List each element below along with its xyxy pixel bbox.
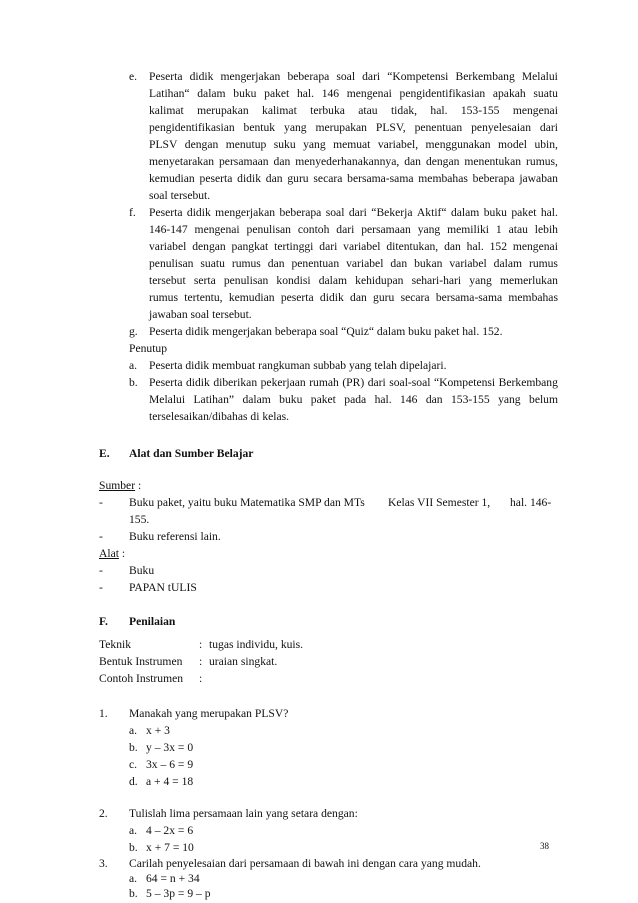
paragraph-line: Peserta didik mengerjakan beberapa soal “Quiz“ dalam buku paket hal. 152. xyxy=(149,325,503,338)
paragraph-line: tersebut serta penulisan kondisi dalam kehidupan sehari-hari yang memerlukan xyxy=(149,274,558,287)
list-dash: - xyxy=(99,530,103,543)
page-number: 38 xyxy=(540,841,549,851)
paragraph-line: Peserta didik mengerjakan beberapa soal dari “Bekerja Aktif“ dalam buku paket hal. xyxy=(149,206,558,219)
field-value-teknik: tugas individu, kuis. xyxy=(209,638,304,651)
sumber-label-row xyxy=(99,478,141,494)
paragraph-line: penulisan suatu rumus dan penentuan variabel dan bukan variabel dalam rumus xyxy=(149,257,558,270)
paragraph-line: variabel dengan pangkat tertinggi dari variabel ditentukan, dan hal. 152 mengenai xyxy=(149,240,558,253)
paragraph-line: jawaban soal tersebut. xyxy=(149,308,252,321)
list-text: PAPAN tULIS xyxy=(129,581,197,594)
option-marker: a. xyxy=(129,872,138,885)
colon: : xyxy=(199,672,203,685)
list-marker: a. xyxy=(129,359,138,372)
subheading-penutup: Penutup xyxy=(129,342,168,355)
paragraph-line: Peserta didik mengerjakan beberapa soal dari “Kompetensi Berkembang Melalui xyxy=(149,70,558,83)
question-text: Carilah penyelesaian dari persamaan di bawah ini dengan cara yang mudah. xyxy=(129,857,481,870)
option-text: 5 – 3p = 9 – p xyxy=(146,887,211,900)
option-text: x + 7 = 10 xyxy=(146,841,194,854)
list-marker: f. xyxy=(129,206,136,219)
list-text: Buku xyxy=(129,564,155,577)
option-text: 64 = n + 34 xyxy=(146,872,200,885)
paragraph-line: Peserta didik membuat rangkuman subbab yang telah dipelajari. xyxy=(149,359,447,372)
list-dash: - xyxy=(99,496,103,509)
sumber-label: Sumber xyxy=(99,479,136,492)
paragraph-line: kalimat merupakan kalimat terbuka atau tidak, hal. 153-155 mengenai xyxy=(149,104,558,117)
question-text: Manakah yang merupakan PLSV? xyxy=(129,707,289,720)
list-marker: e. xyxy=(129,70,138,83)
list-dash: - xyxy=(99,581,103,594)
option-marker: b. xyxy=(129,887,138,900)
option-text: x + 3 xyxy=(146,724,170,737)
field-label-contoh: Contoh Instrumen xyxy=(99,672,184,685)
colon: : xyxy=(137,479,142,492)
colon: : xyxy=(199,638,203,651)
alat-label: Alat xyxy=(99,547,119,560)
question-number: 3. xyxy=(99,857,108,870)
field-value-bentuk: uraian singkat. xyxy=(209,655,278,668)
alat-label-row xyxy=(99,546,125,562)
list-text: 155. xyxy=(129,513,150,526)
option-marker: a. xyxy=(129,724,138,737)
field-label-bentuk: Bentuk Instrumen xyxy=(99,655,183,668)
paragraph-line: rumus tertentu, kemudian peserta didik dan guru secara bersama-sama membahas xyxy=(149,291,558,304)
list-marker: b. xyxy=(129,376,138,389)
section-heading: Alat dan Sumber Belajar xyxy=(129,447,254,460)
section-letter: F. xyxy=(99,615,108,628)
option-marker: d. xyxy=(129,775,138,788)
option-text: 4 – 2x = 6 xyxy=(146,824,194,837)
paragraph-line: Melalui Latihan” dalam buku paket pada hal. 146 dan 153-155 yang belum xyxy=(149,393,558,406)
option-marker: a. xyxy=(129,824,138,837)
option-text: a + 4 = 18 xyxy=(146,775,194,788)
option-marker: b. xyxy=(129,841,138,854)
paragraph-line: soal tersebut. xyxy=(149,189,211,202)
section-heading: Penilaian xyxy=(129,615,176,628)
list-marker: g. xyxy=(129,325,138,338)
question-text: Tulislah lima persamaan lain yang setara dengan: xyxy=(129,807,358,820)
option-text: y – 3x = 0 xyxy=(146,741,194,754)
section-letter: E. xyxy=(99,447,110,460)
colon: : xyxy=(199,655,203,668)
question-number: 1. xyxy=(99,707,108,720)
paragraph-line: PLSV dengan menutup suku yang memuat variabel, menggunakan model ubin, xyxy=(149,138,558,151)
paragraph-line: 146-147 mengenai penulisan contoh dari persamaan yang memiliki 1 atau lebih xyxy=(149,223,558,236)
option-marker: b. xyxy=(129,741,138,754)
colon: : xyxy=(121,547,126,560)
list-text: Kelas VII Semester 1, xyxy=(388,496,491,509)
option-marker: c. xyxy=(129,758,138,771)
paragraph-line: menyetarakan persamaan dan menyederhanakannya, dan dengan menentukan rumus, xyxy=(149,155,558,168)
paragraph-line: Peserta didik diberikan pekerjaan rumah (PR) dari soal-soal “Kompetensi Berkembang xyxy=(149,376,558,389)
option-text: 3x – 6 = 9 xyxy=(146,758,194,771)
list-dash: - xyxy=(99,564,103,577)
question-number: 2. xyxy=(99,807,108,820)
field-label-teknik: Teknik xyxy=(99,638,132,651)
paragraph-line: terselesaikan/dibahas di kelas. xyxy=(149,410,290,423)
paragraph-line: kemudian peserta didik dan guru secara bersama-sama membahas beberapa jawaban xyxy=(149,172,558,185)
list-text: hal. 146- xyxy=(510,496,552,509)
list-text: Buku referensi lain. xyxy=(129,530,221,543)
list-text: Buku paket, yaitu buku Matematika SMP dan MTs xyxy=(129,496,365,509)
paragraph-line: Latihan“ dalam buku paket hal. 146 mengenai pengidentifikasian apakah suatu xyxy=(149,87,558,100)
paragraph-line: pengidentifikasian bentuk yang merupakan PLSV, penentuan penyelesaian dari xyxy=(149,121,558,134)
